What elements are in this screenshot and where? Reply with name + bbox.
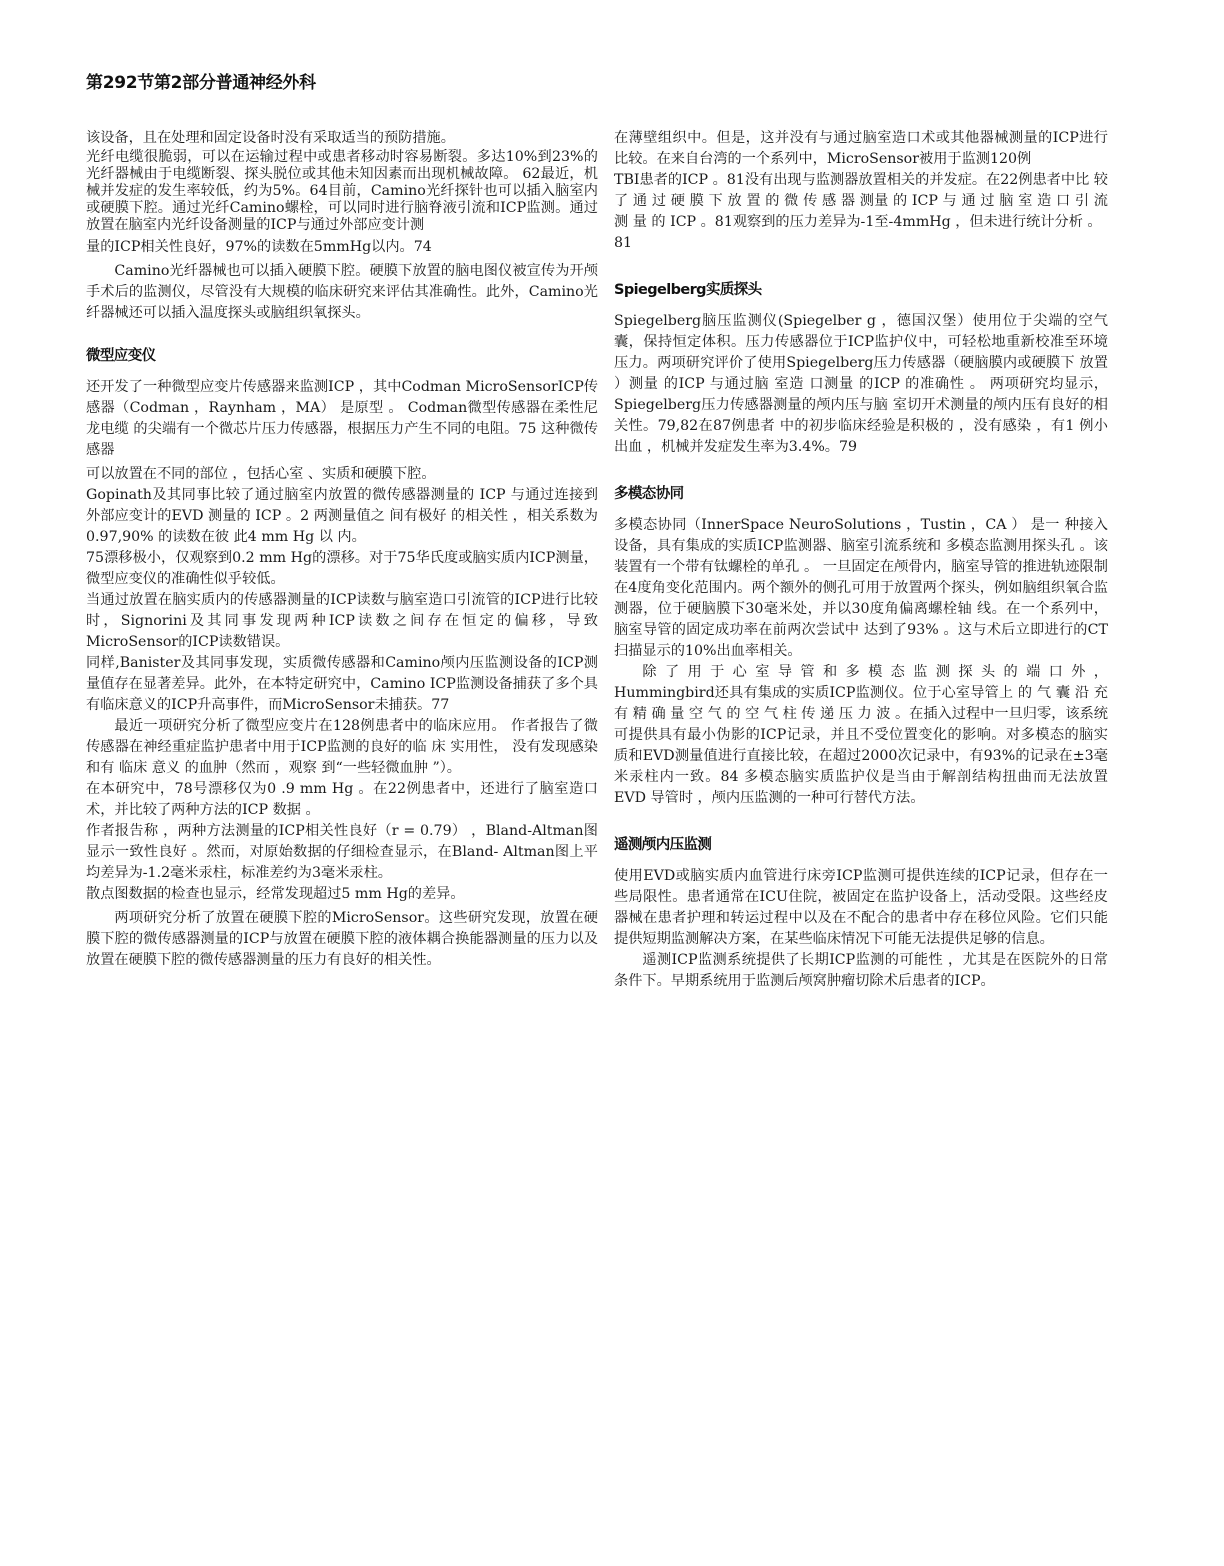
paragraph: 同样,Banister及其同事发现，实质微传感器和Camino颅内压监测设备的ICP测量值存在显著差异。此外，在本特定研究中，Camino ICP监测设备捕获了多个具有临床意义的ICP升高事件，而MicroSensor未捕获。77 <box>86 655 598 713</box>
paragraph: 量的ICP相关性良好，97%的读数在5mmHg以内。74 <box>86 239 432 255</box>
paragraph: 在本研究中，78号漂移仅为0 .9 mm Hg 。在22例患者中，还进行了脑室造口术，并比较了两种方法的ICP 数据 。 <box>86 781 598 818</box>
left-column <box>86 128 598 971</box>
paragraph: 在薄壁组织中。但是，这并没有与通过脑室造口术或其他器械测量的ICP进行比较。在来自台湾的一个系列中，MicroSensor被用于监测120例 <box>614 130 1108 167</box>
paragraph: 75漂移极小，仅观察到0.2 mm Hg的漂移。对于75华氏度或脑实质内ICP测量，微型应变仪的准确性似乎较低。 <box>86 550 598 587</box>
right-column <box>614 128 1108 992</box>
paragraph: 还开发了一种微型应变片传感器来监测ICP ，其中Codman MicroSensorICP传感器（Codman ，Raynham ，MA） 是原型 。 Codman微型传感器在柔性尼龙电缆 的尖端有一个微芯片压力传感器，根据压力产生不同的电阻。75 这种微传感器 <box>86 379 598 458</box>
paragraph: 光纤电缆很脆弱，可以在运输过程中或患者移动时容易断裂。多达10%到23%的光纤器械由于电缆断裂、探头脱位或其他未知因素而出现机械故障。 62最近，机械并发症的发生率较低，约为5%。64目前，Camino光纤探针也可以插入脑室内或硬膜下腔。通过光纤Camino螺栓，可以同时进行脑脊液引流和ICP监测。通过放置在脑室内光纤设备测量的ICP与通过外部应变计测 <box>86 149 598 233</box>
paragraph: 最近一项研究分析了微型应变片在128例患者中的临床应用。 作者报告了微传感器在神经重症监护患者中用于ICP监测的良好的临 床 实用性， 没有发现感染和有 临床 意义 的血肿（然而 ，观察 到“一些轻微血肿 ”）。 <box>86 718 598 776</box>
paragraph: 散点图数据的检查也显示，经常发现超过5 mm Hg的差异。 <box>86 886 465 902</box>
paragraph: 遥测ICP监测系统提供了长期ICP监测的可能性 ，尤其是在医院外的日常条件下。早期系统用于监测后颅窝肿瘤切除术后患者的ICP。 <box>614 952 1108 989</box>
paragraph: 81 <box>614 235 633 251</box>
section-heading: 多模态协同 <box>614 486 684 502</box>
paragraph: 两项研究分析了放置在硬膜下腔的MicroSensor。这些研究发现，放置在硬膜下腔的微传感器测量的ICP与放置在硬膜下腔的液体耦合换能器测量的压力以及放置在硬膜下腔的微传感器测量的压力有良好的相关性。 <box>86 910 598 968</box>
paragraph: 多模态协同（InnerSpace NeuroSolutions ，Tustin ，CA ） 是一 种接入设备，具有集成的实质ICP监测器、脑室引流系统和 多模态监测用探头孔 。该装置有一个带有钛螺栓的单孔 。 一旦固定在颅骨内，脑室导管的推进轨迹限制在4度角变化范围内。两个额外的侧孔可用于放置两个探头，例如脑组织氧合监测器，位于硬脑膜下30毫米处，并以30度角偏离螺栓轴 线。在一个系列中，脑室导管的固定成功率在前两次尝试中 达到了93% 。这与术后立即进行的CT扫描显示的10%出血率相关。 <box>614 517 1108 659</box>
section-heading: 遥测颅内压监测 <box>614 837 712 853</box>
paragraph: TBI患者的ICP 。81没有出现与监测器放置相关的并发症。在22例患者中比 较 了 通 过 硬 膜 下 放 置 的 微 传 感 器 测量 的 ICP 与 通 过 脑 室 造 口 引 流 测 量 的 ICP 。81观察到的压力差异为-1至-4mmHg ，但未进行统计分析 。 <box>614 172 1108 230</box>
paragraph: Camino光纤器械也可以插入硬膜下腔。硬膜下放置的脑电图仪被宣传为开颅手术后的监测仪，尽管没有大规模的临床研究来评估其准确性。此外，Camino光纤器械还可以插入温度探头或脑组织氧探头。 <box>86 263 598 321</box>
paragraph: 使用EVD或脑实质内血管进行床旁ICP监测可提供连续的ICP记录，但存在一些局限性。患者通常在ICU住院，被固定在监护设备上，活动受限。这些经皮器械在患者护理和转运过程中以及在不配合的患者中存在移位风险。它们只能提供短期监测解决方案，在某些临床情况下可能无法提供足够的信息。 <box>614 868 1108 947</box>
paragraph: 当通过放置在脑实质内的传感器测量的ICP读数与脑室造口引流管的ICP进行比较时，Signorini及其同事发现两种ICP读数之间存在恒定的偏移，导致 MicroSensor的ICP读数错误。 <box>86 592 598 650</box>
section-heading: 微型应变仪 <box>86 348 156 364</box>
paragraph: 作者报告称 ，两种方法测量的ICP相关性良好（r = 0.79） ，Bland-Altman图显示一致性良好 。然而，对原始数据的仔细检查显示，在Bland- Altman图上平均差异为-1.2毫米汞柱，标准差约为3毫米汞柱。 <box>86 823 598 881</box>
page-header: 第292节第2部分普通神经外科 <box>86 73 316 93</box>
paragraph: Spiegelberg脑压监测仪(Spiegelber g ，德国汉堡）使用位于尖端的空气囊，保持恒定体积。压力传感器位于ICP监护仪中，可轻松地重新校准至环境压力。两项研究评价了使用Spiegelberg压力传感器（硬脑膜内或硬膜下 放置 ）测量 的ICP 与通过脑 室造 口测量 的ICP 的准确性 。 两项研究均显示，Spiegelberg压力传感器测量的颅内压与脑 室切开术测量的颅内压有良好的相关性。79,82在87例患者 中的初步临床经验是积极的 ，没有感染 ，有1 例小出血 ，机械并发症发生率为3.4%。79 <box>614 313 1108 455</box>
paragraph: 该设备，且在处理和固定设备时没有采取适当的预防措施。 <box>86 130 455 146</box>
paragraph: Gopinath及其同事比较了通过脑室内放置的微传感器测量的 ICP 与通过连接到外部应变计的EVD 测量的 ICP 。2 两测量值之 间有极好 的相关性 ，相关系数为 0.97,90% 的读数在彼 此4 mm Hg 以 内。 <box>86 487 598 545</box>
paragraph: 可以放置在不同的部位 ，包括心室 、实质和硬膜下腔。 <box>86 466 436 482</box>
paragraph: 除 了 用 于 心 室 导 管 和 多 模 态 监 测 探 头 的 端 口 外 ，Hummingbird还具有集成的实质ICP监测仪。位于心室导管上 的 气 囊 沿 充 有 精 确 量 空 气 的 空 气 柱 传 递 压 力 波 。在插入过程中一旦归零，该系统可提供具有最小伪影的ICP记录，并且不受位置变化的影响。对多模态的脑实质和EVD测量值进行直接比较，在超过2000次记录中，有93%的记录在±3毫米汞柱内一致。84 多模态脑实质监护仪是当由于解剖结构扭曲而无法放置EVD 导管时 ，颅内压监测的一种可行替代方法。 <box>614 664 1108 806</box>
section-heading: Spiegelberg实质探头 <box>614 282 762 298</box>
